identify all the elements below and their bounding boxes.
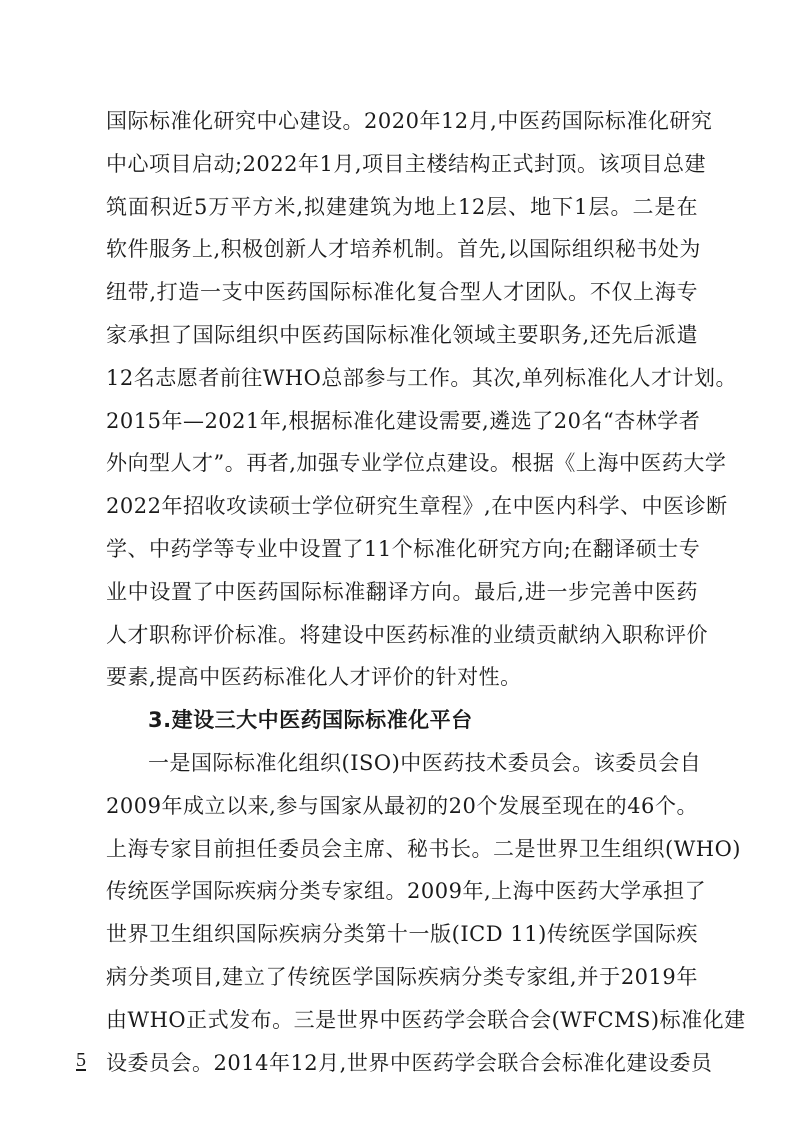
paragraph-2 [106, 742, 746, 1084]
text-line: 外向型人才”。再者,加强专业学位点建设。根据《上海中医药大学 [106, 451, 727, 476]
text-line: 一是国际标准化组织(ISO)中医药技术委员会。该委员会自 [148, 750, 702, 775]
text-line: 2022年招收攻读硕士学位研究生章程》,在中医内科学、中医诊断 [106, 494, 728, 519]
paragraph-1 [106, 100, 738, 699]
text-line: 学、中药学等专业中设置了11个标准化研究方向;在翻译硕士专 [106, 536, 701, 561]
text-line: 业中设置了中医药国际标准翻译方向。最后,进一步完善中医药 [106, 579, 698, 604]
text-line: 2015年—2021年,根据标准化建设需要,遴选了20名“杏林学者 [106, 408, 701, 433]
text-line: 筑面积近5万平方米,拟建建筑为地上12层、地下1层。二是在 [106, 194, 698, 219]
text-line: 纽带,打造一支中医药国际标准化复合型人才团队。不仅上海专 [106, 280, 698, 305]
text-line: 要素,提高中医药标准化人才评价的针对性。 [106, 665, 522, 690]
text-line: 设委员会。2014年12月,世界中医药学会联合会标准化建设委员 [106, 1050, 713, 1075]
page-number: 5 [76, 1049, 86, 1071]
page-content [106, 100, 746, 1084]
text-line: 国际标准化研究中心建设。2020年12月,中医药国际标准化研究 [106, 109, 713, 133]
text-line: 2009年成立以来,参与国家从最初的20个发展至现在的46个。 [106, 793, 698, 818]
text-line: 世界卫生组织国际疾病分类第十一版(ICD 11)传统医学国际疾 [106, 922, 698, 947]
text-line: 中心项目启动;2022年1月,项目主楼结构正式封顶。该项目总建 [106, 151, 707, 176]
text-line: 人才职称评价标准。将建设中医药标准的业绩贡献纳入职称评价 [106, 622, 708, 647]
text-line: 传统医学国际疾病分类专家组。2009年,上海中医药大学承担了 [106, 879, 707, 904]
text-line: 上海专家目前担任委员会主席、秘书长。二是世界卫生组织(WHO) [106, 836, 741, 861]
text-line: 12名志愿者前往WHO总部参与工作。其次,单列标准化人才计划。 [106, 365, 738, 390]
text-line: 病分类项目,建立了传统医学国际疾病分类专家组,并于2019年 [106, 964, 698, 989]
text-line: 家承担了国际组织中医药国际标准化领域主要职务,还先后派遣 [106, 322, 698, 347]
text-line: 由WHO正式发布。三是世界中医药学会联合会(WFCMS)标准化建 [106, 1007, 746, 1032]
text-line: 软件服务上,积极创新人才培养机制。首先,以国际组织秘书处为 [106, 237, 701, 262]
section-heading: 3.建设三大中医药国际标准化平台 [148, 708, 473, 733]
